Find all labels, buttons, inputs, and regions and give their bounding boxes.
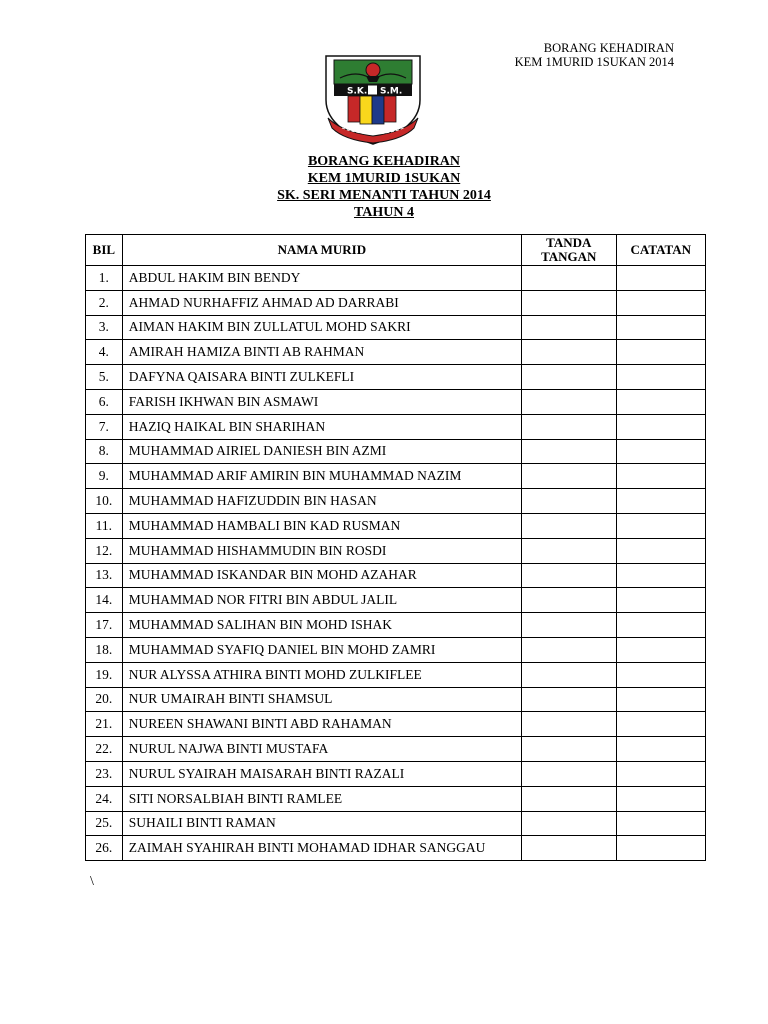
title-line-3: SK. SERI MENANTI TAHUN 2014 bbox=[277, 188, 491, 203]
table-row bbox=[86, 389, 706, 414]
row-nama-murid: HAZIQ HAIKAL BIN SHARIHAN bbox=[122, 414, 521, 439]
row-nama-murid: MUHAMMAD HISHAMMUDIN BIN ROSDI bbox=[122, 538, 521, 563]
table-row bbox=[86, 340, 706, 365]
row-nama-murid: MUHAMMAD NOR FITRI BIN ABDUL JALIL bbox=[122, 588, 521, 613]
row-nama-murid: SUHAILI BINTI RAMAN bbox=[122, 811, 521, 836]
row-bil: 25. bbox=[86, 811, 123, 836]
row-tanda-tangan-cell bbox=[522, 538, 617, 563]
stray-mark: \ bbox=[90, 874, 94, 889]
row-tanda-tangan-cell bbox=[522, 712, 617, 737]
table-row bbox=[86, 538, 706, 563]
row-nama-murid: NUR ALYSSA ATHIRA BINTI MOHD ZULKIFLEE bbox=[122, 662, 521, 687]
row-bil: 8. bbox=[86, 439, 123, 464]
row-tanda-tangan-cell bbox=[522, 836, 617, 861]
row-catatan-cell bbox=[616, 712, 705, 737]
header-bil: BIL bbox=[86, 235, 123, 266]
row-bil: 20. bbox=[86, 687, 123, 712]
svg-text:S.K.: S.K. bbox=[347, 86, 368, 97]
table-row bbox=[86, 513, 706, 538]
row-catatan-cell bbox=[616, 687, 705, 712]
row-bil: 3. bbox=[86, 315, 123, 340]
row-bil: 2. bbox=[86, 290, 123, 315]
row-bil: 13. bbox=[86, 563, 123, 588]
row-tanda-tangan-cell bbox=[522, 365, 617, 390]
row-bil: 6. bbox=[86, 389, 123, 414]
row-tanda-tangan-cell bbox=[522, 340, 617, 365]
row-catatan-cell bbox=[616, 414, 705, 439]
row-tanda-tangan-cell bbox=[522, 811, 617, 836]
row-nama-murid: ABDUL HAKIM BIN BENDY bbox=[122, 266, 521, 291]
row-bil: 21. bbox=[86, 712, 123, 737]
row-bil: 4. bbox=[86, 340, 123, 365]
header-nama-murid: NAMA MURID bbox=[122, 235, 521, 266]
table-row bbox=[86, 315, 706, 340]
row-catatan-cell bbox=[616, 464, 705, 489]
row-bil: 11. bbox=[86, 513, 123, 538]
table-row bbox=[86, 687, 706, 712]
title-line-4: TAHUN 4 bbox=[353, 205, 415, 220]
row-catatan-cell bbox=[616, 836, 705, 861]
row-tanda-tangan-cell bbox=[522, 290, 617, 315]
row-nama-murid: SITI NORSALBIAH BINTI RAMLEE bbox=[122, 786, 521, 811]
table-row bbox=[86, 836, 706, 861]
row-nama-murid: AHMAD NURHAFFIZ AHMAD AD DARRABI bbox=[122, 290, 521, 315]
title-line-1: BORANG KEHADIRAN bbox=[307, 154, 461, 169]
corner-header-line2: KEM 1MURID 1SUKAN 2014 bbox=[514, 55, 674, 69]
row-nama-murid: NURUL SYAIRAH MAISARAH BINTI RAZALI bbox=[122, 761, 521, 786]
row-catatan-cell bbox=[616, 538, 705, 563]
row-tanda-tangan-cell bbox=[522, 266, 617, 291]
table-row bbox=[86, 613, 706, 638]
row-tanda-tangan-cell bbox=[522, 315, 617, 340]
row-tanda-tangan-cell bbox=[522, 489, 617, 514]
row-nama-murid: FARISH IKHWAN BIN ASMAWI bbox=[122, 389, 521, 414]
row-catatan-cell bbox=[616, 489, 705, 514]
row-catatan-cell bbox=[616, 588, 705, 613]
row-nama-murid: MUHAMMAD ARIF AMIRIN BIN MUHAMMAD NAZIM bbox=[122, 464, 521, 489]
row-catatan-cell bbox=[616, 315, 705, 340]
table-row bbox=[86, 588, 706, 613]
row-nama-murid: MUHAMMAD HAFIZUDDIN BIN HASAN bbox=[122, 489, 521, 514]
row-bil: 1. bbox=[86, 266, 123, 291]
row-tanda-tangan-cell bbox=[522, 613, 617, 638]
row-bil: 7. bbox=[86, 414, 123, 439]
table-row bbox=[86, 464, 706, 489]
table-row bbox=[86, 662, 706, 687]
row-tanda-tangan-cell bbox=[522, 786, 617, 811]
row-catatan-cell bbox=[616, 266, 705, 291]
row-bil: 10. bbox=[86, 489, 123, 514]
row-bil: 19. bbox=[86, 662, 123, 687]
row-catatan-cell bbox=[616, 811, 705, 836]
table-row bbox=[86, 786, 706, 811]
row-catatan-cell bbox=[616, 637, 705, 662]
table-header-row bbox=[86, 235, 706, 266]
row-nama-murid: NUREEN SHAWANI BINTI ABD RAHAMAN bbox=[122, 712, 521, 737]
row-catatan-cell bbox=[616, 365, 705, 390]
header-catatan: CATATAN bbox=[616, 235, 705, 266]
row-catatan-cell bbox=[616, 563, 705, 588]
row-bil: 24. bbox=[86, 786, 123, 811]
row-catatan-cell bbox=[616, 786, 705, 811]
row-tanda-tangan-cell bbox=[522, 414, 617, 439]
row-tanda-tangan-cell bbox=[522, 662, 617, 687]
table-row bbox=[86, 439, 706, 464]
school-crest-logo bbox=[322, 48, 424, 146]
row-tanda-tangan-cell bbox=[522, 464, 617, 489]
row-bil: 5. bbox=[86, 365, 123, 390]
table-row bbox=[86, 761, 706, 786]
attendance-rows bbox=[86, 266, 706, 861]
table-row bbox=[86, 637, 706, 662]
row-bil: 23. bbox=[86, 761, 123, 786]
table-row bbox=[86, 365, 706, 390]
row-catatan-cell bbox=[616, 761, 705, 786]
table-row bbox=[86, 414, 706, 439]
row-tanda-tangan-cell bbox=[522, 637, 617, 662]
row-catatan-cell bbox=[616, 290, 705, 315]
row-tanda-tangan-cell bbox=[522, 588, 617, 613]
title-line-2: KEM 1MURID 1SUKAN bbox=[307, 171, 461, 186]
attendance-table bbox=[85, 234, 706, 861]
row-nama-murid: DAFYNA QAISARA BINTI ZULKEFLI bbox=[122, 365, 521, 390]
row-bil: 17. bbox=[86, 613, 123, 638]
table-row bbox=[86, 737, 706, 762]
row-tanda-tangan-cell bbox=[522, 563, 617, 588]
corner-header-line1: BORANG KEHADIRAN bbox=[543, 41, 674, 55]
header-tanda-tangan-text: TANDA TANGAN bbox=[541, 235, 597, 264]
table-row bbox=[86, 290, 706, 315]
row-bil: 14. bbox=[86, 588, 123, 613]
table-row bbox=[86, 489, 706, 514]
row-nama-murid: MUHAMMAD ISKANDAR BIN MOHD AZAHAR bbox=[122, 563, 521, 588]
row-nama-murid: MUHAMMAD AIRIEL DANIESH BIN AZMI bbox=[122, 439, 521, 464]
row-catatan-cell bbox=[616, 737, 705, 762]
row-bil: 9. bbox=[86, 464, 123, 489]
header-tanda-tangan bbox=[522, 235, 617, 266]
row-bil: 26. bbox=[86, 836, 123, 861]
row-nama-murid: AIMAN HAKIM BIN ZULLATUL MOHD SAKRI bbox=[122, 315, 521, 340]
table-row bbox=[86, 266, 706, 291]
document-title-block bbox=[0, 153, 768, 221]
row-catatan-cell bbox=[616, 613, 705, 638]
table-row bbox=[86, 563, 706, 588]
row-catatan-cell bbox=[616, 513, 705, 538]
row-catatan-cell bbox=[616, 439, 705, 464]
row-catatan-cell bbox=[616, 389, 705, 414]
row-tanda-tangan-cell bbox=[522, 389, 617, 414]
row-nama-murid: NUR UMAIRAH BINTI SHAMSUL bbox=[122, 687, 521, 712]
corner-header bbox=[515, 41, 674, 69]
row-bil: 22. bbox=[86, 737, 123, 762]
row-nama-murid: MUHAMMAD SYAFIQ DANIEL BIN MOHD ZAMRI bbox=[122, 637, 521, 662]
svg-text:S.M.: S.M. bbox=[380, 86, 403, 97]
row-nama-murid: NURUL NAJWA BINTI MUSTAFA bbox=[122, 737, 521, 762]
row-tanda-tangan-cell bbox=[522, 687, 617, 712]
row-tanda-tangan-cell bbox=[522, 761, 617, 786]
row-bil: 18. bbox=[86, 637, 123, 662]
row-nama-murid: MUHAMMAD SALIHAN BIN MOHD ISHAK bbox=[122, 613, 521, 638]
row-nama-murid: AMIRAH HAMIZA BINTI AB RAHMAN bbox=[122, 340, 521, 365]
row-nama-murid: ZAIMAH SYAHIRAH BINTI MOHAMAD IDHAR SANGGAU bbox=[122, 836, 521, 861]
row-nama-murid: MUHAMMAD HAMBALI BIN KAD RUSMAN bbox=[122, 513, 521, 538]
row-tanda-tangan-cell bbox=[522, 737, 617, 762]
table-row bbox=[86, 811, 706, 836]
row-catatan-cell bbox=[616, 340, 705, 365]
row-tanda-tangan-cell bbox=[522, 439, 617, 464]
row-catatan-cell bbox=[616, 662, 705, 687]
row-tanda-tangan-cell bbox=[522, 513, 617, 538]
table-row bbox=[86, 712, 706, 737]
row-bil: 12. bbox=[86, 538, 123, 563]
